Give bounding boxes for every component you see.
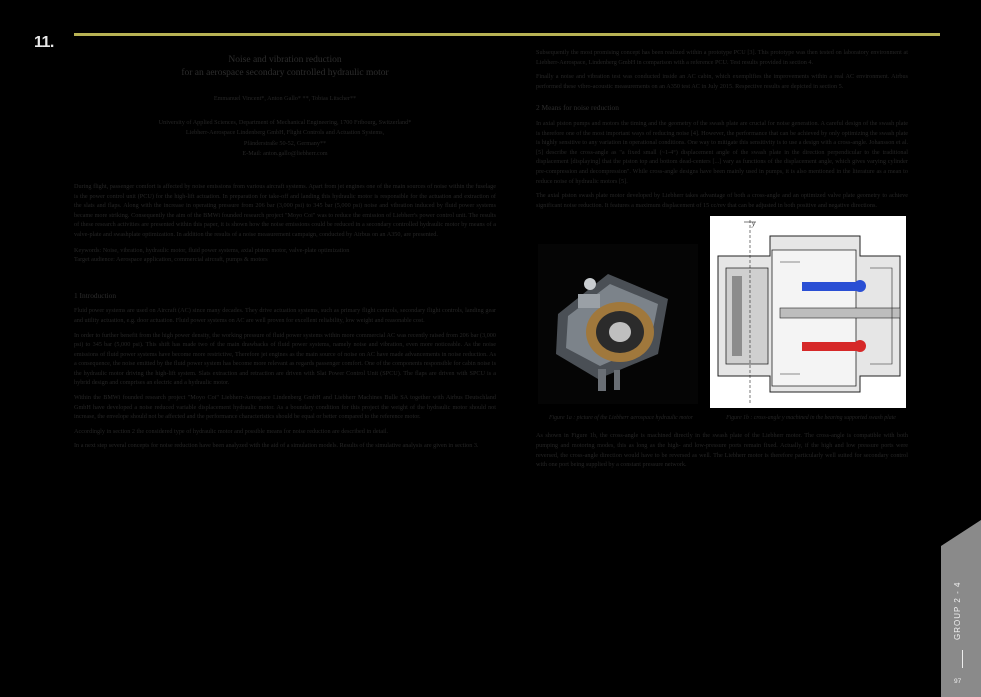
group-label: GROUP 2 - 4 [953, 581, 962, 640]
paragraph: As shown in Figure 1b, the cross-angle is machined directly in the swash plate of the Liebherr motor. The cross-angle is compatible with both pumping and motoring modes, this as long as the high- and low-pressure ports remain fixed. Actually, if the high and low pressure ports were reversed, the cross-angle direction would have to be reversed as well. The Liebherr motor is therefore particularly well suited for secondary control with one port being supplied by a constant pressure network. [536, 432, 908, 469]
page-number: 97 [954, 678, 962, 685]
paragraph: Accordingly in section 2 the considered type of hydraulic motor and possible means for noise reduction are described in detail. [74, 427, 389, 435]
affiliation-email: E-Mail: anton.gallo@liebherr.com [242, 150, 328, 158]
title-line-1: Noise and vibration reduction [228, 55, 342, 65]
figure-caption: Figure 1a : picture of the Liebherr aerospace hydraulic motor [548, 415, 694, 422]
keywords: Keywords: Noise, vibration, hydraulic motor, fluid power systems, axial piston motor, valve-plate optimization [74, 246, 350, 254]
chapter-number: 11. [34, 34, 54, 51]
motor-photo [538, 244, 698, 404]
paragraph: In order to further benefit from the high power density, the working pressure of fluid power systems within more commercial AC was recently raised from 206 bar (3,000 psi) to 345 bar (5,000 psi). This shift has made two of the main drawbacks of fluid power systems, namely noise and vibration, even more noticeable. As the noise emissions of fluid power systems have become more restrictive, Therefore jet engines as the main source of noise on AC have made advancements in noise reduction. As a consequence, the noise emitted by the fluid power system has become more relevant as regards passenger comfort. One of the components responsible for cabin noise is the hydraulic motor driving the high-lift system. Slats extraction and retraction are driven with Slat Power Control Unit (SPCU). The flaps are driven with SPCU is a hybrid design and comprises an electric and a hydraulic motor. [74, 331, 496, 387]
authors: Emmanuel Vincent*, Anton Gallo* **, Tobias Litscher** [213, 95, 357, 102]
left-column [74, 48, 496, 456]
affiliation-line-1: University of Applied Sciences, Department of Mechanical Engineering, 1700 Fribourg, Switzerland* [158, 118, 412, 126]
target-audience: Target audience: Aerospace application, commercial aircraft, pumps & motors [74, 256, 268, 264]
paragraph: Subsequently the most promising concept has been realized within a prototype PCU [3]. This prototype was then tested on laboratory environment at Liebherr-Aerospace, Lindenberg GmbH in comparison with a reference PCU. Test results provided in section 4. [536, 49, 908, 66]
affiliations [74, 118, 496, 160]
section-heading: 1 Introduction [74, 290, 117, 300]
paragraph: Fluid power systems are used on Aircraft (AC) since many decades. They drive actuation systems, such as primary flight controls, secondary flight controls, landing gear and utility actuation, e.g. door actuation. Fluid power systems on AC are well proven for excellent reliability, low weight and reasonable cost. [74, 307, 496, 324]
section-heading: 2 Means for noise reduction [536, 103, 619, 113]
header-rule [74, 33, 940, 36]
cross-section-diagram [710, 216, 906, 408]
paragraph: The axial piston swash plate motor developed by Liebherr takes advantage of both a cross-angle and an optimized valve plate geometry to achieve significant noise reduction. It features a maximum displacement of 15 cc/rev that can be adjusted in both positive and negative directions. [536, 192, 908, 209]
right-column [536, 48, 908, 475]
paragraph: Finally a noise and vibration test was conducted inside an AC cabin, which exemplifies the improvements within a real AC environment. Airbus performed these vibro-acoustic measurements on an A350 test AC in July 2015. Respective results are depicted in section 5. [536, 73, 908, 90]
affiliation-line-3: Pfänderstraße 50-52, Germany** [243, 139, 327, 147]
cross-angle-label: y [752, 220, 756, 229]
figure-caption: Figure 1b : cross-angle y machined in the bearing supported swash plate [726, 415, 896, 422]
tab-divider [962, 650, 963, 668]
paragraph: Within the BMWi founded research project "Moyo Coi" Liebherr-Aerospace Lindenberg GmbH and Liebherr Machines Bulle SA together with Airbus Deutschland GmbH have developed a noise reduced variable displacement hydraulic motor. As a boundary condition for this project the weight of the hydraulic motor should not increase, the envelope should not be affected and the performance characteristics should be equal or better compared to the reference motor. [74, 394, 496, 421]
paper-title [74, 54, 496, 80]
abstract: During flight, passenger comfort is affected by noise emissions from various aircraft systems. Apart from jet engines one of the main sources of noise within the fuselage is the power control unit (PCU) for the high-lift actuation. In preparation for take-off and landing this hydraulic motor is responsible for the actuation and extraction of the slats and flaps. Along with the increase in operating pressure from 206 bar (3,000 psi) to 345 bar (5,000 psi) noise and vibration induced by fluid power systems became more striking. Consequently the aim of the BMWi founded research project "Moyo Coi" was to reduce the emission of Liebherr's power control unit. The results of these research activities are presented within this paper, it is shown how the noise emissions could be reduced in a secondary controlled hydraulic motor by means of a valve-plate and swashplate optimization. In addition the results of a noise measurement campaign, conducted by Airbus on an A350, are presented. [74, 182, 496, 238]
paragraph: In a next step several concepts for noise reduction have been analyzed with the aid of a simulation models. Results of the simulative analysis are given in section 3. [74, 442, 479, 450]
title-line-2: for an aerospace secondary controlled hydraulic motor [181, 68, 389, 78]
affiliation-line-2: Liebherr-Aerospace Lindenberg GmbH, Flight Controls and Actuation Systems, [185, 129, 385, 137]
paragraph: In axial piston pumps and motors the timing and the geometry of the swash plate are crucial for noise generation. A careful design of the swash plate is therefore one of the most important ways of reducing noise [4]. However, the performance that can be achieved by only optimizing the swash plate is highly sensitive to any variation in operational conditions. One way to mitigate this sensitivity is to use a design with a cross-angle. Johansson et al. [5] describe the cross-angle as "a fixed small (~1-4°) displacement angle of the swash plate in the direction perpendicular to the traditional displacement [displaying] that the piston top and bottom dead-centers [...] vary as functions of the displacement angle, which gives varying cylinder pre-compression and decompression". While cross-angle designs have been mainly used in pumps, it is also mentioned in the literature as a mean to reduce noise of hydraulic motors [5]. [536, 119, 908, 185]
figure-1 [536, 216, 908, 431]
